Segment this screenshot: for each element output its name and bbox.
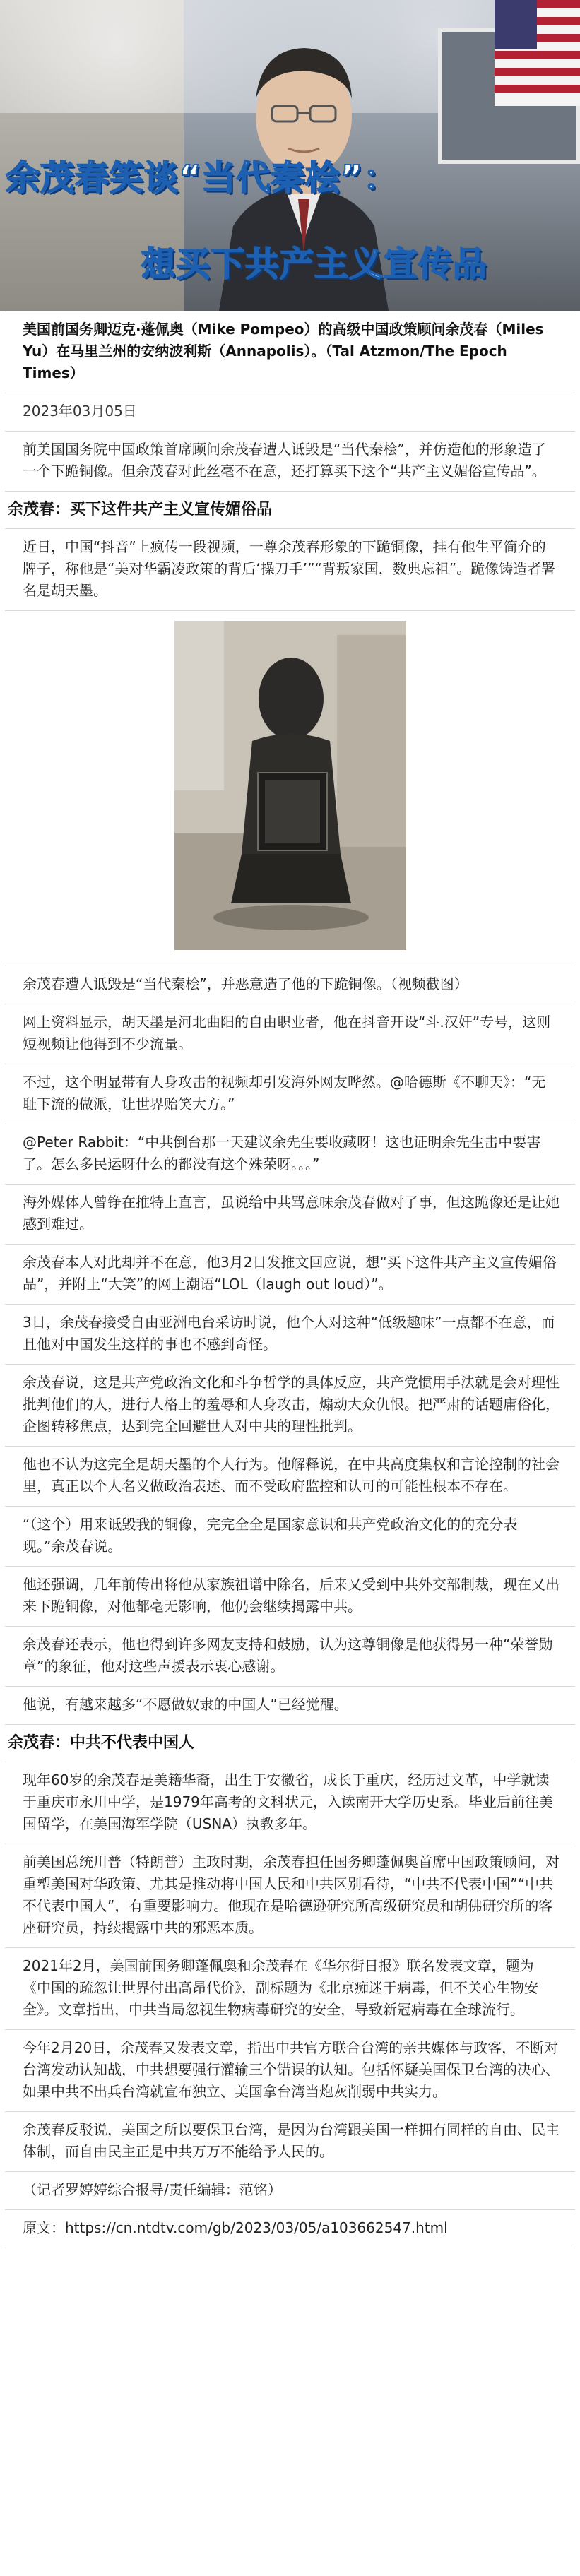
section2-paragraph: 现年60岁的余茂春是美籍华裔，出生于安徽省，成长于重庆，经历过文革，中学就读于重庆市永川中学，是1979年高考的文科状元，入读南开大学历史系。毕业后前往美国留学，在美国海军学院（USNA）执教多年。	[5, 1762, 575, 1844]
photo-caption: 余茂春遭人诋毁是“当代秦桧”，并恶意造了他的下跪铜像。（视频截图）	[5, 966, 575, 1004]
us-flag-icon	[495, 0, 580, 106]
section1-paragraph: 余茂春说，这是共产党政治文化和斗争哲学的具体反应，共产党惯用手法就是会对理性批判他们的人，进行人格上的羞辱和人身攻击，煽动大众仇恨。把严肃的话题庸俗化，企图转移焦点，达到完全回避世人对中共的理性批判。	[5, 1365, 575, 1447]
banner-title-line2: 想买下共产主义宣传品	[141, 244, 488, 284]
source-link[interactable]: 原文：https://cn.ntdtv.com/gb/2023/03/05/a103662547.html	[23, 2219, 448, 2236]
lead-paragraph: 前美国国务院中国政策首席顾问余茂春遭人诋毁是“当代秦桧”，并仿造他的形象造了一个下跪铜像。但余茂春对此丝毫不在意，还打算买下这个“共产主义媚俗宣传品”。	[5, 432, 575, 492]
section1-paragraph: 网上资料显示，胡天墨是河北曲阳的自由职业者，他在抖音开设“斗.汉奸”专号，这则短视频让他得到不少流量。	[5, 1004, 575, 1064]
section1-paragraph: 海外媒体人曾铮在推特上直言，虽说给中共骂意味余茂春做对了事，但这跪像还是让她感到难过。	[5, 1185, 575, 1245]
statue-photo	[174, 621, 406, 950]
section1-paragraph: 近日，中国“抖音”上疯传一段视频，一尊余茂春形象的下跪铜像，挂有他生平简介的牌子，称他是“美对华霸凌政策的背后‘操刀手’”“背叛家国，数典忘祖”。跪像铸造者署名是胡天墨。	[5, 529, 575, 611]
author-credit: （记者罗婷婷综合报导/责任编辑：范铭）	[5, 2172, 575, 2210]
section2-paragraph: 前美国总统川普（特朗普）主政时期，余茂春担任国务卿蓬佩奥首席中国政策顾问，对重塑美国对华政策、尤其是推动将中国人民和中共区别看待，“中共不代表中国”“中共不代表中国人”，有重要影响力。他现在是哈德逊研究所高级研究员和胡佛研究所的客座研究员，持续揭露中共的邪恶本质。	[5, 1844, 575, 1948]
section1-title: 余茂春：买下这件共产主义宣传媚俗品	[5, 492, 575, 529]
section1-paragraph: @Peter Rabbit：“中共倒台那一天建议余先生要收藏呀！这也证明余先生击中要害了。怎么多民运呀什么的都没有这个殊荣呀。。。”	[5, 1124, 575, 1185]
section1-paragraph: 不过，这个明显带有人身攻击的视频却引发海外网友哗然。@哈德斯《不聊天》：“无耻下流的做派，让世界贻笑大方。”	[5, 1064, 575, 1124]
source-line	[5, 2210, 575, 2248]
section2-paragraph: 今年2月20日，余茂春又发表文章，指出中共官方联合台湾的亲共媒体与政客，不断对台湾发动认知战，中共想要强行灌输三个错误的认知。包括怀疑美国保卫台湾的决心、如果中共不出兵台湾就宣布独立、美国拿台湾当炮灰削弱中共实力。	[5, 2030, 575, 2112]
article-date: 2023年03月05日	[5, 393, 575, 432]
statue-photo-block	[5, 611, 575, 966]
section1-paragraph: 3日，余茂春接受自由亚洲电台采访时说，他个人对这种“低级趣味”一点都不在意，而且他对中国发生这样的事也不感到奇怪。	[5, 1305, 575, 1365]
section1-paragraph: 余茂春本人对此却并不在意，他3月2日发推文回应说，想“买下这件共产主义宣传媚俗品”，并附上“大笑”的网上潮语“LOL（laugh out loud）”。	[5, 1245, 575, 1305]
section2-paragraph: 2021年2月，美国前国务卿蓬佩奥和余茂春在《华尔街日报》联名发表文章，题为《中国的疏忽让世界付出高昂代价》，副标题为《北京痴迷于病毒，但不关心生物安全》。文章指出，中共当局忽视生物病毒研究的安全，导致新冠病毒在全球流行。	[5, 1948, 575, 2030]
banner-title-line1: 余茂春笑谈“当代秦桧”：	[6, 158, 398, 198]
section1-paragraph: “（这个）用来诋毁我的铜像，完完全全是国家意识和共产党政治文化的的充分表现。”余茂春说。	[5, 1507, 575, 1567]
article-content	[0, 311, 580, 2248]
section2-paragraph: 余茂春反驳说，美国之所以要保卫台湾，是因为台湾跟美国一样拥有同样的自由、民主体制，而自由民主正是中共万万不能给予人民的。	[5, 2112, 575, 2172]
section1-paragraph: 他还强调，几年前传出将他从家族祖谱中除名，后来又受到中共外交部制裁，现在又出来下跪铜像，对他都毫无影响，他仍会继续揭露中共。	[5, 1567, 575, 1627]
section1-paragraph: 他也不认为这完全是胡天墨的个人行为。他解释说，在中共高度集权和言论控制的社会里，真正以个人名义做政治表述、而不受政府监控和认可的可能性根本不存在。	[5, 1447, 575, 1507]
section2-title: 余茂春：中共不代表中国人	[5, 1725, 575, 1762]
banner	[0, 0, 580, 311]
section1-paragraph: 余茂春还表示，他也得到许多网友支持和鼓励，认为这尊铜像是他获得另一种“荣誉勋章”的象征，他对这些声援表示衷心感谢。	[5, 1627, 575, 1687]
statue-photo-icon	[174, 621, 406, 950]
intro-caption: 美国前国务卿迈克·蓬佩奥（Mike Pompeo）的高级中国政策顾问余茂春（Miles Yu）在马里兰州的安纳波利斯（Annapolis）。（Tal Atzmon/The Epoch Times）	[5, 311, 575, 393]
section1-paragraph: 他说，有越来越多“不愿做奴隶的中国人”已经觉醒。	[5, 1687, 575, 1725]
